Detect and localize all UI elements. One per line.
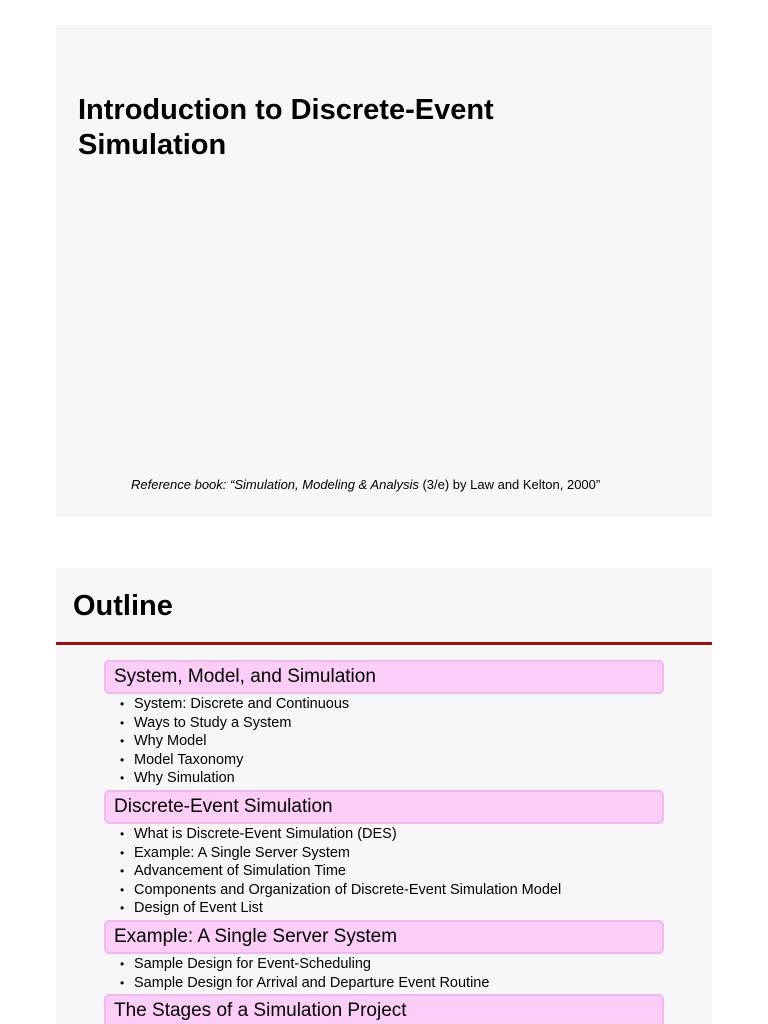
bullet-icon: •: [120, 975, 125, 990]
list-item-text: Sample Design for Event-Scheduling: [134, 955, 371, 972]
list-item-text: Ways to Study a System: [134, 714, 292, 731]
list-item: [120, 769, 664, 788]
list-item: [120, 714, 664, 733]
outline-title: Outline: [73, 590, 173, 622]
list-item-text: Why Simulation: [134, 770, 235, 787]
list-item-text: Advancement of Simulation Time: [134, 863, 346, 880]
bullet-icon: •: [120, 734, 125, 749]
list-item-text: System: Discrete and Continuous: [134, 696, 350, 712]
list-item: [120, 881, 664, 900]
section-header: The Stages of a Simulation Project: [104, 994, 664, 1024]
section-header: Example: A Single Server System: [104, 920, 664, 954]
list-item-text: Sample Design for Arrival and Departure Event Routine: [134, 974, 490, 991]
list-item: [120, 844, 664, 863]
reference-prefix: Reference book: “Simulation, Modeling & Analysis: [131, 477, 419, 492]
list-item: [120, 732, 664, 751]
outline-slide: [56, 568, 712, 1024]
list-item-text: Model Taxonomy: [134, 751, 244, 768]
list-item: [120, 862, 664, 881]
list-item: [120, 974, 664, 993]
bullet-icon: •: [120, 956, 125, 971]
list-item-text: Why Model: [134, 733, 207, 750]
reference-suffix: (3/e) by Law and Kelton, 2000”: [418, 477, 601, 492]
outline-section: [104, 994, 664, 1024]
bullet-icon: •: [120, 697, 125, 711]
list-item-text: Example: A Single Server System: [134, 844, 350, 861]
section-header: System, Model, and Simulation: [104, 660, 664, 694]
outline-section: [104, 790, 664, 918]
title-divider: [56, 642, 712, 645]
list-item: [120, 825, 664, 844]
slide-title: Introduction to Discrete-Event Simulation: [78, 94, 494, 161]
bullet-icon: •: [120, 771, 125, 786]
outline-section: [104, 920, 664, 992]
outline-sections: [104, 660, 664, 1024]
list-item: [120, 751, 664, 770]
list-item-text: Components and Organization of Discrete-Event Simulation Model: [134, 881, 562, 898]
title-slide: [56, 25, 712, 517]
bullet-icon: •: [120, 715, 125, 730]
list-item: [120, 899, 664, 918]
bullet-icon: •: [120, 826, 125, 841]
bullet-icon: •: [120, 882, 125, 897]
section-item-list: [104, 955, 664, 992]
list-item: [120, 955, 664, 974]
outline-section: [104, 660, 664, 788]
section-header: Discrete-Event Simulation: [104, 790, 664, 824]
section-item-list: [104, 825, 664, 918]
section-item-list: [104, 695, 664, 788]
bullet-icon: •: [120, 901, 125, 916]
bullet-icon: •: [120, 845, 125, 860]
reference-note: [131, 477, 600, 492]
list-item-text: Design of Event List: [134, 900, 263, 917]
bullet-icon: •: [120, 864, 125, 879]
list-item: [120, 695, 664, 714]
bullet-icon: •: [120, 752, 125, 767]
list-item-text: What is Discrete-Event Simulation (DES): [134, 825, 397, 842]
